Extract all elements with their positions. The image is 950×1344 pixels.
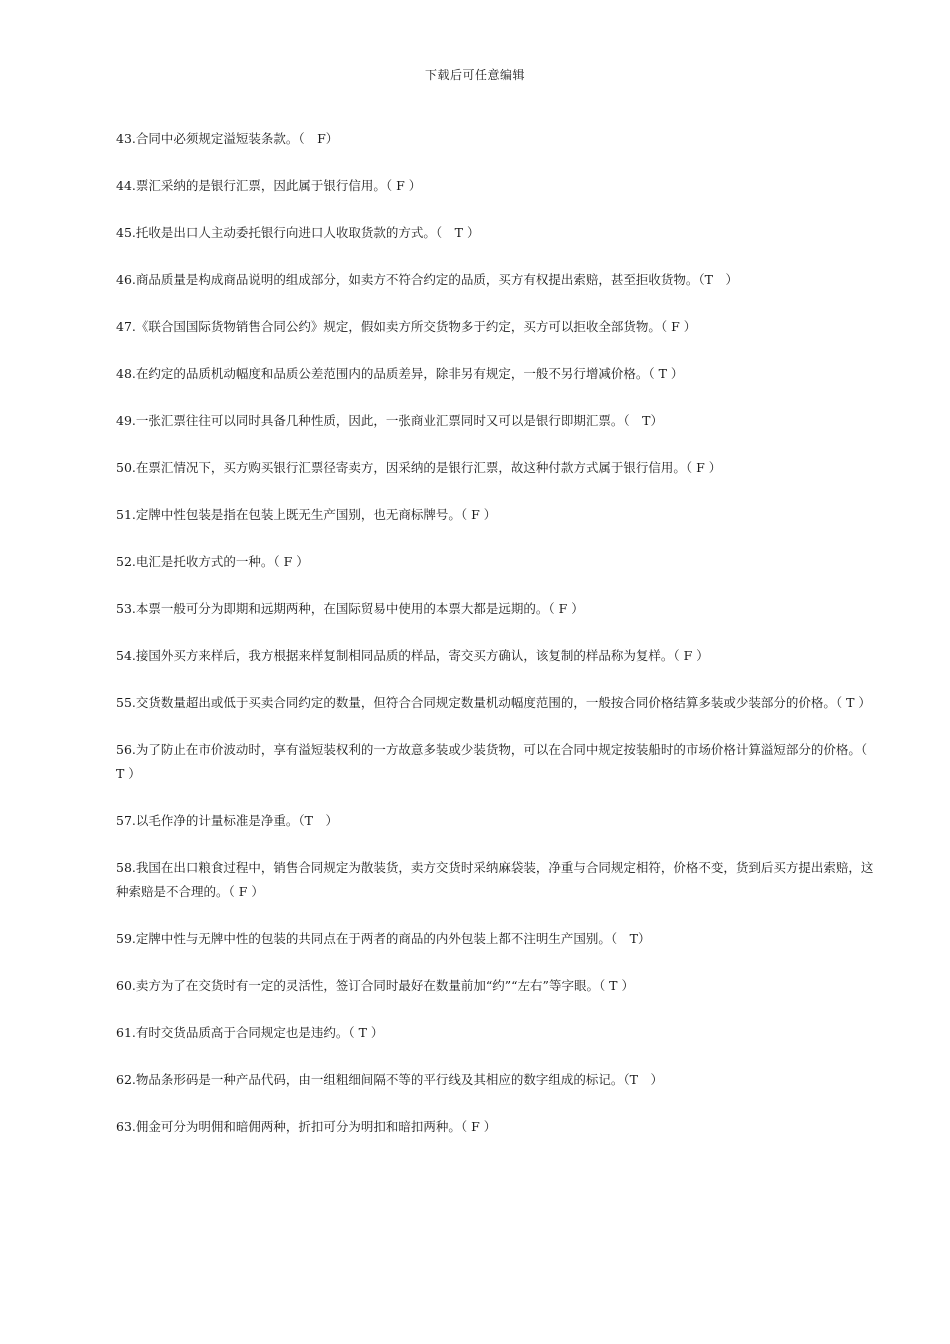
list-item: 43.合同中必须规定溢短装条款。（ F） [116,131,339,146]
list-item: 57.以毛作净的计量标准是净重。（T ） [116,813,338,828]
list-item: 54.接国外买方来样后，我方根据来样复制相同品质的样品，寄交买方确认，该复制的样品称为复样。（ F ） [116,648,709,663]
page-header: 下载后可任意编辑 [424,68,525,82]
list-item: 47.《联合国国际货物销售合同公约》规定，假如卖方所交货物多于约定，买方可以拒收全部货物。（ F ） [116,319,697,334]
list-item: 63.佣金可分为明佣和暗佣两种，折扣可分为明扣和暗扣两种。（ F ） [116,1119,497,1134]
list-item: 46.商品质量是构成商品说明的组成部分，如卖方不符合约定的品质，买方有权提出索赔，甚至拒收货物。（T ） [116,272,738,287]
list-item: 45.托收是出口人主动委托银行向进口人收取货款的方式。（ T ） [116,225,480,240]
list-item: 56.为了防止在市价波动时，享有溢短装权利的一方故意多装或少装货物，可以在合同中规定按装船时的市场价格计算溢短部分的价格。（ T ） [116,742,868,781]
list-item: 48.在约定的品质机动幅度和品质公差范围内的品质差异，除非另有规定，一般不另行增减价格。（ T ） [116,366,684,381]
list-item: 61.有时交货品质高于合同规定也是违约。（ T ） [116,1025,384,1040]
list-item: 53.本票一般可分为即期和远期两种，在国际贸易中使用的本票大都是远期的。（ F ） [116,601,584,616]
list-item: 62.物品条形码是一种产品代码，由一组粗细间隔不等的平行线及其相应的数字组成的标记。（T ） [116,1072,663,1087]
list-item: 52.电汇是托收方式的一种。（ F ） [116,554,309,569]
list-item: 50.在票汇情况下，买方购买银行汇票径寄卖方，因采纳的是银行汇票，故这种付款方式属于银行信用。（ F ） [116,460,722,475]
list-item: 49.一张汇票往往可以同时具备几种性质，因此，一张商业汇票同时又可以是银行即期汇票。（ T） [116,413,663,428]
list-item: 58.我国在出口粮食过程中，销售合同规定为散装货，卖方交货时采纳麻袋装，净重与合同规定相符，价格不变，货到后买方提出索赔，这种索赔是不合理的。（ F ） [116,860,874,899]
list-item: 55.交货数量超出或低于买卖合同约定的数量，但符合合同规定数量机动幅度范围的，一般按合同价格结算多装或少装部分的价格。（ T ） [116,695,871,710]
list-item: 60.卖方为了在交货时有一定的灵活性，签订合同时最好在数量前加“约”“左右”等字眼。（ T ） [116,978,634,993]
list-item: 51.定牌中性包装是指在包装上既无生产国别，也无商标牌号。（ F ） [116,507,497,522]
question-list [116,127,874,1162]
list-item: 59.定牌中性与无牌中性的包装的共同点在于两者的商品的内外包装上都不注明生产国别。（ T） [116,931,651,946]
list-item: 44.票汇采纳的是银行汇票，因此属于银行信用。（ F ） [116,178,422,193]
